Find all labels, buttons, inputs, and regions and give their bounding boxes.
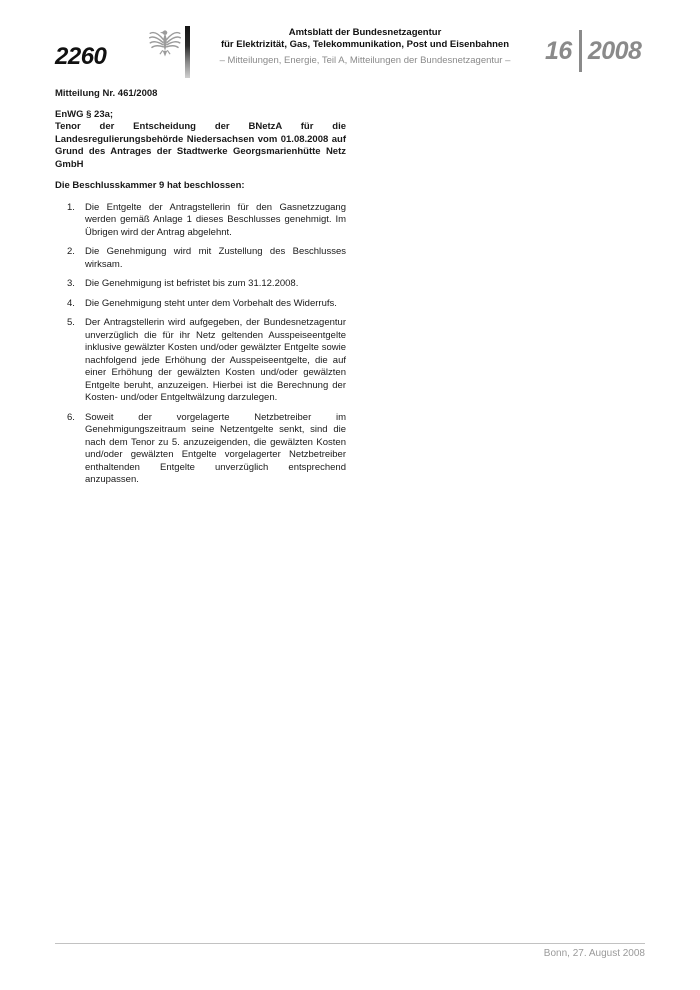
decision-number: 4. bbox=[67, 297, 75, 309]
federal-eagle-icon bbox=[148, 25, 182, 63]
footer-rule bbox=[55, 943, 645, 944]
issue-year: 2008 bbox=[587, 36, 642, 65]
footer-dateline: Bonn, 27. August 2008 bbox=[543, 948, 645, 959]
decision-number: 1. bbox=[67, 201, 75, 213]
decision-item-6 bbox=[55, 412, 346, 487]
issue-label bbox=[545, 30, 641, 72]
decision-item-2 bbox=[55, 246, 346, 271]
masthead bbox=[195, 27, 535, 67]
decision-text: Soweit der vorgelagerte Netzbetreiber im Genehmigungszeitraum seine Netzentgelte senkt, sind die nach dem Tenor zu 5. anzuzeigenden, die gewälzten Kosten und/oder gewälzten Entgelte vorgelagerter Netzbetreiber enthaltenden Entgelte unverzüglich entsprechend anzupassen. bbox=[85, 411, 346, 485]
decision-item-5 bbox=[55, 317, 346, 405]
decision-text: Die Entgelte der Antragstellerin für den Gasnetzzugang werden gemäß Anlage 1 dieses Beschlusses genehmigt. Im Übrigen wird der Antrag abgelehnt. bbox=[85, 201, 346, 238]
issue-divider-bar bbox=[579, 30, 582, 72]
decision-text: Die Genehmigung ist befristet bis zum 31.12.2008. bbox=[85, 278, 299, 289]
decision-text: Die Genehmigung steht unter dem Vorbehalt des Widerrufs. bbox=[85, 297, 337, 309]
issue-number: 16 bbox=[545, 36, 572, 65]
decision-text: Der Antragstellerin wird aufgegeben, der Bundesnetzagentur unverzüglich die für ihr Netz geltenden Ausspeiseentgelte inklusive gewälzter Kosten und/oder gewälzter Entgelte sowie nachfolgend jede Erhöhung der Ausspeiseentgelte, die auf einer Erhöhung der gewälzten Kosten und/oder gewälzten Entgelte beruht, anzuzeigen. Hierbei ist die Berechnung der Kosten- und/oder Entgeltwälzung darzulegen. bbox=[85, 317, 346, 403]
masthead-subtitle: – Mitteilungen, Energie, Teil A, Mitteilungen der Bundesnetzagentur – bbox=[219, 55, 511, 66]
decision-number: 2. bbox=[67, 246, 75, 257]
law-reference: EnWG § 23a; bbox=[55, 108, 114, 120]
decision-number: 3. bbox=[67, 278, 75, 289]
page-number: 2260 bbox=[55, 43, 107, 70]
decision-list bbox=[55, 202, 346, 487]
masthead-divider-bar bbox=[185, 26, 190, 78]
article-title: Tenor der Entscheidung der BNetzA für die Landesregulierungsbehörde Niedersachsen vom 01.08.2008 auf Grund des Antrages der Stadtwerke Georgsmarienhütte Netz GmbH bbox=[55, 121, 346, 170]
decision-intro: Die Beschlusskammer 9 hat beschlossen: bbox=[55, 180, 245, 191]
decision-number: 6. bbox=[67, 411, 75, 423]
decision-item-1 bbox=[55, 202, 346, 240]
notice-number: Mitteilung Nr. 461/2008 bbox=[55, 88, 158, 99]
masthead-title-line2: für Elektrizität, Gas, Telekommunikation, Post und Eisenbahnen bbox=[220, 39, 510, 50]
masthead-title-line1: Amtsblatt der Bundesnetzagentur bbox=[288, 27, 442, 38]
article-body bbox=[55, 88, 346, 494]
decision-item-3 bbox=[55, 278, 346, 291]
decision-text: Die Genehmigung wird mit Zustellung des Beschlusses wirksam. bbox=[85, 246, 346, 270]
decision-item-4 bbox=[55, 298, 346, 311]
decision-number: 5. bbox=[67, 317, 75, 328]
